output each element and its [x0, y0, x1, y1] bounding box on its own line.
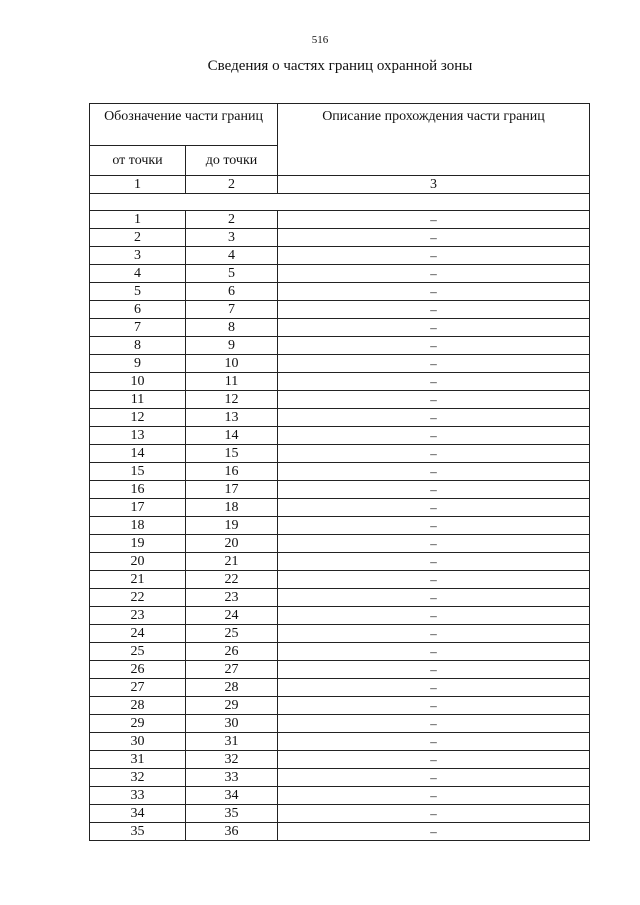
from-point-cell: 26: [90, 661, 186, 679]
from-point-cell: 17: [90, 499, 186, 517]
from-point-cell: 6: [90, 301, 186, 319]
description-cell: –: [278, 805, 590, 823]
table-row: [90, 463, 590, 481]
description-cell: –: [278, 517, 590, 535]
from-point-cell: 5: [90, 283, 186, 301]
to-point-cell: 30: [186, 715, 278, 733]
description-cell: –: [278, 697, 590, 715]
to-point-cell: 8: [186, 319, 278, 337]
spacer-cell: [90, 194, 590, 211]
description-cell: –: [278, 823, 590, 841]
from-point-cell: 35: [90, 823, 186, 841]
table-row: [90, 265, 590, 283]
column-number: 3: [278, 176, 590, 194]
table-row: [90, 499, 590, 517]
boundary-table: [89, 103, 590, 841]
table-row: [90, 805, 590, 823]
table-row: [90, 787, 590, 805]
from-point-cell: 10: [90, 373, 186, 391]
from-point-cell: 14: [90, 445, 186, 463]
from-point-cell: 1: [90, 211, 186, 229]
table-row: [90, 625, 590, 643]
description-cell: –: [278, 553, 590, 571]
description-cell: –: [278, 733, 590, 751]
from-point-cell: 11: [90, 391, 186, 409]
header-to-point: до точки: [186, 146, 278, 176]
table-row: [90, 661, 590, 679]
from-point-cell: 32: [90, 769, 186, 787]
from-point-cell: 29: [90, 715, 186, 733]
from-point-cell: 12: [90, 409, 186, 427]
from-point-cell: 20: [90, 553, 186, 571]
to-point-cell: 13: [186, 409, 278, 427]
to-point-cell: 23: [186, 589, 278, 607]
table-row: [90, 319, 590, 337]
to-point-cell: 34: [186, 787, 278, 805]
table-row: [90, 589, 590, 607]
table-row: [90, 679, 590, 697]
description-cell: –: [278, 661, 590, 679]
to-point-cell: 27: [186, 661, 278, 679]
description-cell: –: [278, 589, 590, 607]
from-point-cell: 23: [90, 607, 186, 625]
spacer-row: [90, 194, 590, 211]
description-cell: –: [278, 787, 590, 805]
to-point-cell: 5: [186, 265, 278, 283]
table-row: [90, 247, 590, 265]
to-point-cell: 3: [186, 229, 278, 247]
header-boundary-designation: Обозначение части границ: [90, 104, 278, 146]
to-point-cell: 4: [186, 247, 278, 265]
description-cell: –: [278, 265, 590, 283]
description-cell: –: [278, 373, 590, 391]
to-point-cell: 28: [186, 679, 278, 697]
table-row: [90, 823, 590, 841]
to-point-cell: 17: [186, 481, 278, 499]
table-row: [90, 229, 590, 247]
description-cell: –: [278, 715, 590, 733]
description-cell: –: [278, 625, 590, 643]
to-point-cell: 29: [186, 697, 278, 715]
description-cell: –: [278, 751, 590, 769]
to-point-cell: 21: [186, 553, 278, 571]
to-point-cell: 24: [186, 607, 278, 625]
table-row: [90, 517, 590, 535]
table-row: [90, 373, 590, 391]
table-row: [90, 337, 590, 355]
description-cell: –: [278, 643, 590, 661]
description-cell: –: [278, 391, 590, 409]
table-row: [90, 733, 590, 751]
from-point-cell: 7: [90, 319, 186, 337]
description-cell: –: [278, 607, 590, 625]
column-number: 2: [186, 176, 278, 194]
to-point-cell: 22: [186, 571, 278, 589]
header-row: [90, 104, 590, 146]
to-point-cell: 16: [186, 463, 278, 481]
from-point-cell: 13: [90, 427, 186, 445]
column-number: 1: [90, 176, 186, 194]
from-point-cell: 9: [90, 355, 186, 373]
to-point-cell: 6: [186, 283, 278, 301]
description-cell: –: [278, 247, 590, 265]
from-point-cell: 31: [90, 751, 186, 769]
description-cell: –: [278, 769, 590, 787]
to-point-cell: 32: [186, 751, 278, 769]
description-cell: –: [278, 301, 590, 319]
from-point-cell: 4: [90, 265, 186, 283]
from-point-cell: 21: [90, 571, 186, 589]
to-point-cell: 15: [186, 445, 278, 463]
table-row: [90, 481, 590, 499]
to-point-cell: 10: [186, 355, 278, 373]
table-row: [90, 643, 590, 661]
from-point-cell: 19: [90, 535, 186, 553]
to-point-cell: 18: [186, 499, 278, 517]
from-point-cell: 3: [90, 247, 186, 265]
to-point-cell: 26: [186, 643, 278, 661]
column-number-row: [90, 176, 590, 194]
table-row: [90, 211, 590, 229]
table-row: [90, 427, 590, 445]
from-point-cell: 27: [90, 679, 186, 697]
table-row: [90, 697, 590, 715]
table-row: [90, 391, 590, 409]
from-point-cell: 28: [90, 697, 186, 715]
to-point-cell: 7: [186, 301, 278, 319]
table-row: [90, 571, 590, 589]
from-point-cell: 8: [90, 337, 186, 355]
from-point-cell: 33: [90, 787, 186, 805]
table-row: [90, 751, 590, 769]
table-row: [90, 715, 590, 733]
description-cell: –: [278, 571, 590, 589]
description-cell: –: [278, 355, 590, 373]
table-row: [90, 535, 590, 553]
to-point-cell: 31: [186, 733, 278, 751]
from-point-cell: 15: [90, 463, 186, 481]
description-cell: –: [278, 463, 590, 481]
table-row: [90, 409, 590, 427]
to-point-cell: 2: [186, 211, 278, 229]
description-cell: –: [278, 445, 590, 463]
from-point-cell: 24: [90, 625, 186, 643]
to-point-cell: 33: [186, 769, 278, 787]
to-point-cell: 11: [186, 373, 278, 391]
table-row: [90, 553, 590, 571]
from-point-cell: 34: [90, 805, 186, 823]
to-point-cell: 12: [186, 391, 278, 409]
to-point-cell: 36: [186, 823, 278, 841]
description-cell: –: [278, 211, 590, 229]
document-title: Сведения о частях границ охранной зоны: [207, 58, 473, 74]
header-from-point: от точки: [90, 146, 186, 176]
from-point-cell: 16: [90, 481, 186, 499]
table-row: [90, 283, 590, 301]
from-point-cell: 2: [90, 229, 186, 247]
to-point-cell: 20: [186, 535, 278, 553]
to-point-cell: 9: [186, 337, 278, 355]
description-cell: –: [278, 229, 590, 247]
description-cell: –: [278, 535, 590, 553]
from-point-cell: 30: [90, 733, 186, 751]
table-row: [90, 607, 590, 625]
to-point-cell: 14: [186, 427, 278, 445]
description-cell: –: [278, 679, 590, 697]
description-cell: –: [278, 319, 590, 337]
description-cell: –: [278, 499, 590, 517]
table-row: [90, 445, 590, 463]
description-cell: –: [278, 481, 590, 499]
to-point-cell: 19: [186, 517, 278, 535]
from-point-cell: 18: [90, 517, 186, 535]
to-point-cell: 25: [186, 625, 278, 643]
table-row: [90, 769, 590, 787]
header-description: Описание прохождения части границ: [278, 104, 590, 176]
from-point-cell: 25: [90, 643, 186, 661]
table-row: [90, 301, 590, 319]
page-number: 516: [311, 34, 329, 46]
table-row: [90, 355, 590, 373]
to-point-cell: 35: [186, 805, 278, 823]
description-cell: –: [278, 337, 590, 355]
from-point-cell: 22: [90, 589, 186, 607]
description-cell: –: [278, 427, 590, 445]
description-cell: –: [278, 409, 590, 427]
description-cell: –: [278, 283, 590, 301]
